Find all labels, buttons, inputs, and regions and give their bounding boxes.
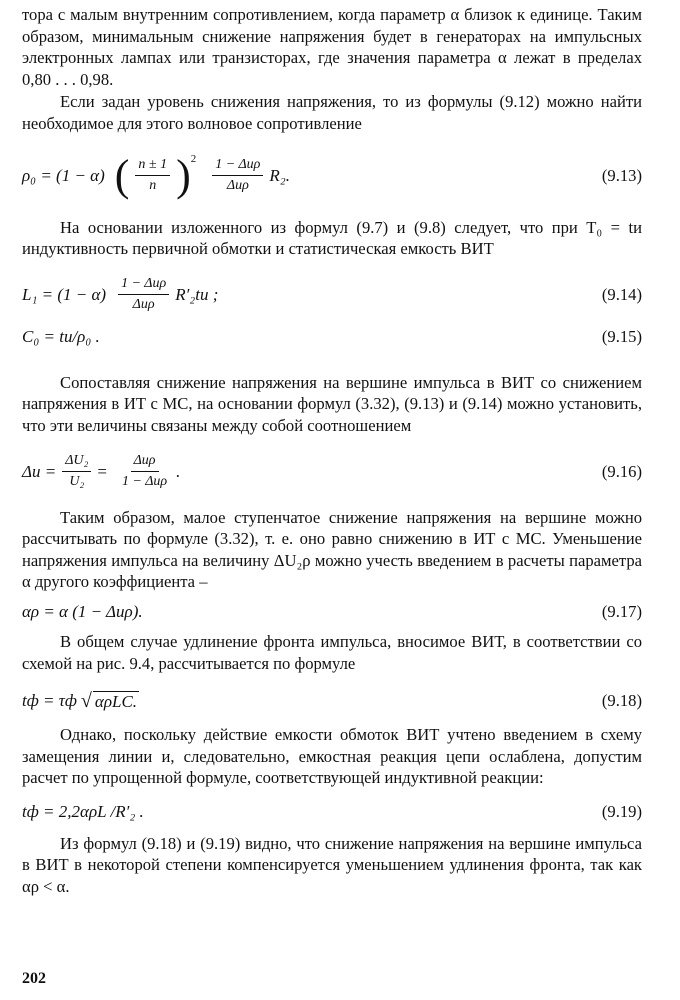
- eq18-lhs: tф = τф: [22, 691, 77, 711]
- eq13-number: (9.13): [601, 165, 642, 185]
- eq14-lhs: L₁ = (1 − α): [22, 284, 107, 304]
- equation-9-19: [22, 797, 642, 827]
- page-number: 202: [22, 970, 46, 987]
- eq16-f1-numerator: ΔU₂: [62, 453, 91, 472]
- equation-9-17: [22, 597, 642, 627]
- eq19-text: tф = 2,2αρL /R′₂ .: [22, 801, 144, 821]
- eq17-number: (9.17): [601, 601, 642, 621]
- eq16-f1-denominator: U₂: [69, 474, 85, 490]
- eq13-du-denominator: Δuρ: [226, 178, 249, 194]
- paragraph-6: В общем случае удлинение фронта импульса, вносимое ВИТ, в соответствии со схемой на рис. 9.4, рассчитывается по формуле: [22, 631, 642, 673]
- eq13-right-paren: ): [176, 150, 191, 200]
- sqrt-sign-icon: √: [80, 689, 92, 712]
- equation-9-15: [22, 324, 642, 350]
- eq14-numerator: 1 − Δuρ: [118, 276, 169, 295]
- eq14-denominator: Δuρ: [132, 297, 155, 313]
- eq13-tail: R₂.: [269, 165, 290, 185]
- eq16-equals: =: [97, 461, 107, 481]
- eq13-exponent: 2: [190, 152, 197, 165]
- eq16-f2-denominator: 1 − Δuρ: [122, 474, 168, 490]
- eq13-n-numerator: n ± 1: [135, 157, 170, 176]
- paragraph-5: Таким образом, малое ступенчатое снижение напряжения на вершине можно рассчитывать по формуле (3.32), т. е. оно равно снижению в ИТ с МС. Уменьшение напряжения импульса на величину ΔU₂ρ можно учесть введением в расчеты параметра α другого коэффициента –: [22, 507, 642, 592]
- eq13-fraction-du: [212, 157, 263, 194]
- paragraph-2: Если задан уровень снижения напряжения, то из формулы (9.12) можно найти необходимое для этого волновое сопротивление: [22, 92, 642, 133]
- equation-9-18: [22, 684, 642, 718]
- eq13-du-numerator: 1 − Δuρ: [212, 157, 263, 176]
- document-page: [22, 0, 642, 898]
- paragraph-7: Однако, поскольку действие емкости обмоток ВИТ учтено введением в схему замещения линии и, следовательно, емкостная реакция цепи ослаблена, допустим расчет по упрощенной формуле, соответствующей индуктивной реакции:: [22, 725, 642, 788]
- eq19-number: (9.19): [601, 801, 642, 821]
- eq15-text: C₀ = tи/ρ₀ .: [22, 326, 100, 346]
- eq13-n-denominator: n: [149, 178, 157, 194]
- eq14-number: (9.14): [601, 284, 642, 304]
- eq18-radicand: αρLC.: [94, 691, 138, 711]
- eq16-fraction-2: [119, 453, 170, 490]
- eq16-fraction-1: [62, 453, 91, 490]
- eq16-number: (9.16): [601, 461, 642, 481]
- eq18-number: (9.18): [601, 691, 642, 711]
- eq13-fraction-n: [135, 157, 170, 194]
- paragraph-4: Сопоставляя снижение напряжения на вершине импульса в ВИТ со снижением напряжения в ИТ с МС, на основании формул (3.32), (9.13) и (9.14) можно установить, что эти величины связаны между собой соотношением: [22, 372, 642, 435]
- eq16-f2-numerator: Δuρ: [131, 453, 159, 472]
- eq13-left-paren: (: [114, 150, 130, 200]
- eq14-fraction: [118, 276, 169, 313]
- paragraph-3: На основании изложенного из формул (9.7) и (9.8) следует, что при T₀ = tи индуктивность первичной обмотки и статистическая емкость ВИТ: [22, 217, 642, 259]
- eq16-tail: .: [176, 461, 181, 481]
- equation-9-13: [22, 149, 642, 203]
- eq13-lhs: ρ₀ = (1 − α): [22, 165, 105, 185]
- paragraph-8: Из формул (9.18) и (9.19) видно, что снижение напряжения на вершине импульса в ВИТ в некоторой степени компенсируется уменьшением удлинения фронта, так как αρ < α.: [22, 833, 642, 897]
- paragraph-1: тора с малым внутренним сопротивлением, когда параметр α близок к единице. Таким образом, минимальным снижение напряжения будет в генераторах на импульсных электронных лампах или транзисторах, где значения параметра α лежат в пределах 0,80 . . . 0,98.: [22, 5, 642, 89]
- eq16-lhs: Δu =: [22, 461, 57, 481]
- eq15-number: (9.15): [601, 326, 642, 346]
- eq17-text: αρ = α (1 − Δuρ).: [22, 601, 143, 621]
- equation-9-16: [22, 447, 642, 497]
- equation-9-14: [22, 272, 642, 318]
- eq14-tail: R′₂tи ;: [175, 284, 219, 304]
